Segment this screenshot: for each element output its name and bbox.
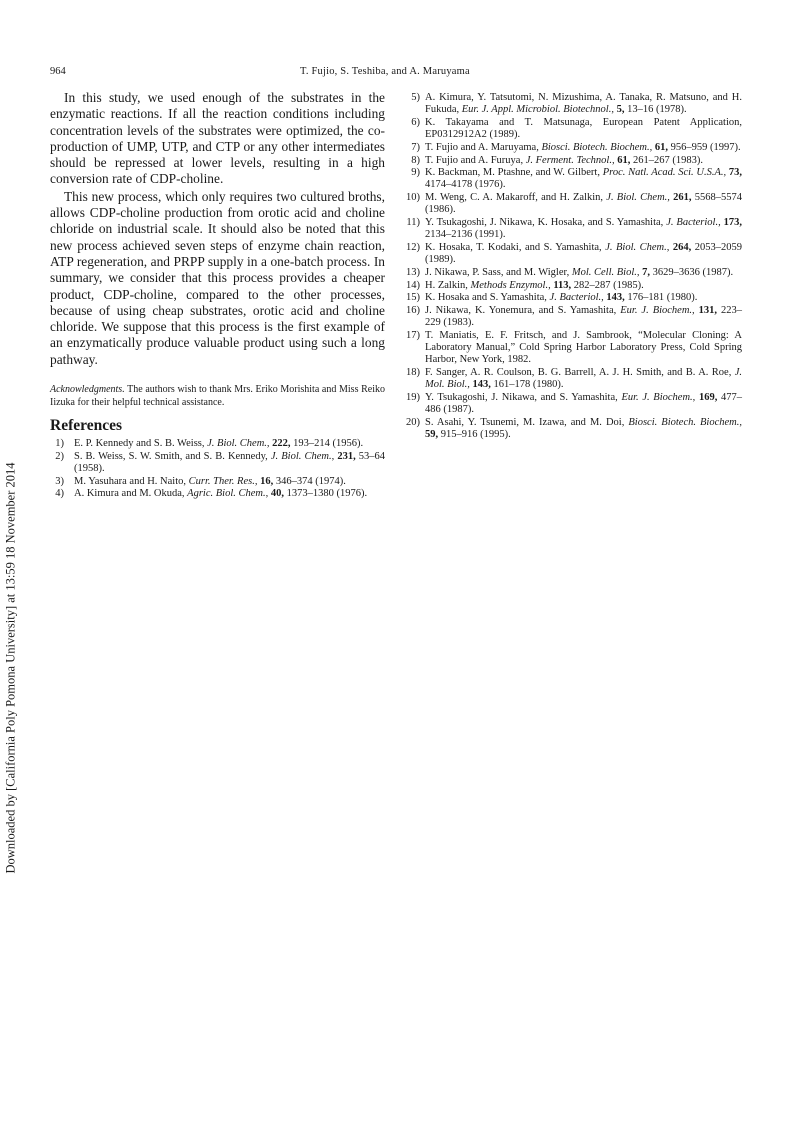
reference-number: 19) xyxy=(406,391,420,403)
reference-journal: J. Biol. Chem., xyxy=(270,450,335,462)
reference-volume: 169, xyxy=(698,391,718,403)
reference-authors: K. Hosaka and S. Yamashita, xyxy=(425,292,547,304)
reference-journal: Eur. J. Biochem., xyxy=(620,304,695,316)
reference-item xyxy=(50,476,385,488)
reference-item xyxy=(404,92,742,116)
reference-authors: T. Fujio and A. Maruyama, xyxy=(425,141,539,153)
reference-journal: J. Biol. Chem., xyxy=(605,241,670,253)
reference-pages-year: 282–287 (1985). xyxy=(573,279,644,291)
reference-item xyxy=(404,305,742,329)
reference-number: 13) xyxy=(406,266,420,278)
reference-volume: 61, xyxy=(654,141,669,153)
reference-journal: Methods Enzymol., xyxy=(470,279,551,291)
reference-list-right xyxy=(404,92,742,441)
reference-volume: 73, xyxy=(728,167,743,179)
reference-volume: 113, xyxy=(553,279,572,291)
reference-pages-year: 193–214 (1956). xyxy=(293,438,364,450)
reference-number: 8) xyxy=(411,154,420,166)
reference-number: 16) xyxy=(406,304,420,316)
acknowledgments-text: The authors wish to thank Mrs. Eriko Morishita and Miss Reiko Iizuka for their helpful technical assistance. xyxy=(50,384,385,408)
reference-volume: 16, xyxy=(260,475,274,487)
reference-number: 18) xyxy=(406,366,420,378)
reference-journal: J. Biol. Chem., xyxy=(207,438,270,450)
reference-authors: M. Weng, C. A. Makaroff, and H. Zalkin, xyxy=(425,192,604,204)
reference-pages-year: 53–64 (1958). xyxy=(74,450,386,474)
reference-authors: Y. Tsukagoshi, J. Nikawa, K. Hosaka, and S. Yamashita, xyxy=(425,217,664,229)
reference-pages-year: 161–178 (1980). xyxy=(493,379,564,391)
reference-number: 20) xyxy=(406,416,420,428)
reference-item xyxy=(404,330,742,367)
reference-volume: 40, xyxy=(270,488,284,500)
reference-authors: A. Kimura and M. Okuda, xyxy=(74,488,185,500)
reference-journal: Proc. Natl. Acad. Sci. U.S.A., xyxy=(602,167,727,179)
reference-volume: 222, xyxy=(272,438,291,450)
reference-number: 11) xyxy=(406,217,420,229)
reference-journal: Eur. J. Appl. Microbiol. Biotechnol., xyxy=(461,104,614,116)
body-paragraph-1: In this study, we used enough of the substrates in the enzymatic reactions. If all the reaction conditions including concentration levels of the substrates were optimized, the co-production of UMP, UTP, and CTP or any other intermediates should be repressed at lower levels, resulting in a high conversion rate of CDP-choline. xyxy=(50,90,385,187)
reference-journal: Biosci. Biotech. Biochem., xyxy=(541,141,653,153)
reference-item xyxy=(404,242,742,266)
page-number: 964 xyxy=(50,66,66,77)
reference-number: 12) xyxy=(406,241,420,253)
reference-pages-year: 4174–4178 (1976). xyxy=(425,179,506,191)
reference-pages-year: 477–486 (1987). xyxy=(425,391,743,416)
reference-authors: J. Nikawa, K. Yonemura, and S. Yamashita, xyxy=(425,304,617,316)
left-column xyxy=(50,90,385,501)
reference-authors: T. Maniatis, E. F. Fritsch, and J. Sambrook, “Molecular Cloning: A Laboratory Manual,” Cold Spring Harbor Laboratory Press, Cold Spring Harbor, New York, 1982. xyxy=(425,329,742,366)
reference-number: 7) xyxy=(411,141,420,153)
reference-pages-year: 346–374 (1974). xyxy=(275,475,346,487)
reference-number: 15) xyxy=(406,292,420,304)
reference-journal: Agric. Biol. Chem., xyxy=(187,488,269,500)
reference-authors: J. Nikawa, P. Sass, and M. Wigler, xyxy=(425,266,570,278)
reference-authors: K. Backman, M. Ptashne, and W. Gilbert, xyxy=(425,167,600,179)
reference-journal: Biosci. Biotech. Biochem., xyxy=(628,416,743,428)
reference-volume: 5, xyxy=(616,104,625,116)
reference-number: 14) xyxy=(406,279,420,291)
reference-authors: K. Takayama and T. Matsunaga, European Patent Application, EP0312912A2 (1989). xyxy=(425,116,742,141)
reference-item xyxy=(50,438,385,450)
reference-number: 5) xyxy=(411,92,420,103)
download-sidebar xyxy=(1,10,21,1123)
reference-pages-year: 2134–2136 (1991). xyxy=(425,229,506,241)
reference-authors: E. P. Kennedy and S. B. Weiss, xyxy=(74,438,205,450)
reference-authors: S. Asahi, Y. Tsunemi, M. Izawa, and M. Doi, xyxy=(425,416,625,428)
body-paragraph-2: This new process, which only requires two cultured broths, allows CDP-choline production from orotic acid and choline chloride on industrial scale. It should also be noted that this new process achieved seven steps of enzyme chain reaction, ATP regeneration, and PRPP supply in a one-batch process. In summary, we consider that this process provides a cheaper product, CDP-choline, compared to the other processes, because of using cheap substrates, orotic acid and choline chloride. We suppose that this process is the first example of an enzymatically produce valuable product using such a long pathway. xyxy=(50,188,385,367)
reference-item xyxy=(404,217,742,241)
reference-authors: K. Hosaka, T. Kodaki, and S. Yamashita, xyxy=(425,241,602,253)
reference-number: 1) xyxy=(55,438,64,450)
reference-item xyxy=(404,392,742,416)
reference-number: 3) xyxy=(55,475,64,487)
reference-authors: T. Fujio and A. Furuya, xyxy=(425,154,524,166)
download-note: Downloaded by [California Poly Pomona University] at 13:59 18 November 2014 xyxy=(3,462,18,874)
reference-item xyxy=(404,167,742,191)
reference-volume: 261, xyxy=(673,192,692,204)
acknowledgments xyxy=(50,384,385,409)
reference-item xyxy=(50,451,385,475)
reference-number: 6) xyxy=(411,116,420,128)
reference-volume: 61, xyxy=(617,154,631,166)
reference-item xyxy=(404,280,742,292)
page-header xyxy=(0,66,793,82)
reference-item xyxy=(404,155,742,167)
reference-volume: 231, xyxy=(337,450,356,462)
reference-authors: M. Yasuhara and H. Naito, xyxy=(74,475,186,487)
reference-number: 17) xyxy=(406,329,420,341)
reference-pages-year: 223–229 (1983). xyxy=(425,304,743,329)
reference-authors: F. Sanger, A. R. Coulson, B. G. Barrell, A. J. H. Smith, and B. A. Roe, xyxy=(425,366,732,378)
right-column xyxy=(404,92,742,442)
reference-pages-year: 3629–3636 (1987). xyxy=(652,266,734,278)
reference-item xyxy=(404,117,742,141)
reference-item xyxy=(404,192,742,216)
reference-item xyxy=(50,488,385,500)
reference-journal: J. Bacteriol., xyxy=(666,217,721,229)
reference-authors: S. B. Weiss, S. W. Smith, and S. B. Kennedy, xyxy=(74,450,268,462)
reference-item xyxy=(404,267,742,279)
reference-item xyxy=(404,142,742,154)
reference-number: 4) xyxy=(55,488,64,500)
reference-journal: Eur. J. Biochem., xyxy=(621,391,696,403)
reference-volume: 143, xyxy=(472,379,491,391)
reference-item xyxy=(404,292,742,304)
reference-volume: 173, xyxy=(723,217,743,229)
reference-volume: 59, xyxy=(425,428,439,440)
references-heading: References xyxy=(50,417,123,435)
running-head: T. Fujio, S. Teshiba, and A. Maruyama xyxy=(300,66,470,77)
reference-number: 9) xyxy=(411,167,420,179)
reference-pages-year: 13–16 (1978). xyxy=(627,104,687,116)
reference-volume: 7, xyxy=(642,266,651,278)
reference-volume: 264, xyxy=(672,241,692,253)
reference-authors: H. Zalkin, xyxy=(425,279,468,291)
reference-pages-year: 5568–5574 (1986). xyxy=(425,192,743,216)
reference-pages-year: 261–267 (1983). xyxy=(632,154,703,166)
reference-journal: J. Ferment. Technol., xyxy=(525,154,615,166)
reference-journal: J. Bacteriol., xyxy=(549,292,604,304)
reference-journal: Curr. Ther. Res., xyxy=(188,475,258,487)
reference-pages-year: 2053–2059 (1989). xyxy=(425,241,743,266)
reference-journal: Mol. Cell. Biol., xyxy=(571,266,640,278)
reference-pages-year: 915–916 (1995). xyxy=(440,428,511,440)
reference-journal: J. Biol. Chem., xyxy=(606,192,670,204)
reference-number: 10) xyxy=(406,192,420,204)
reference-pages-year: 176–181 (1980). xyxy=(627,292,698,304)
reference-volume: 143, xyxy=(606,292,625,304)
reference-number: 2) xyxy=(55,450,64,462)
reference-authors: Y. Tsukagoshi, J. Nikawa, and S. Yamashita, xyxy=(425,391,618,403)
reference-item xyxy=(404,417,742,441)
reference-journal: J. Mol. Biol., xyxy=(425,366,742,391)
reference-authors: A. Kimura, Y. Tatsutomi, N. Mizushima, A. Tanaka, R. Matsuno, and H. Fukuda, xyxy=(425,92,742,116)
reference-list-left xyxy=(50,438,385,501)
reference-pages-year: 956–959 (1997). xyxy=(670,141,741,153)
acknowledgments-label: Acknowledgments. xyxy=(50,384,125,396)
reference-volume: 131, xyxy=(698,304,718,316)
reference-pages-year: 1373–1380 (1976). xyxy=(286,488,368,500)
reference-item xyxy=(404,367,742,391)
